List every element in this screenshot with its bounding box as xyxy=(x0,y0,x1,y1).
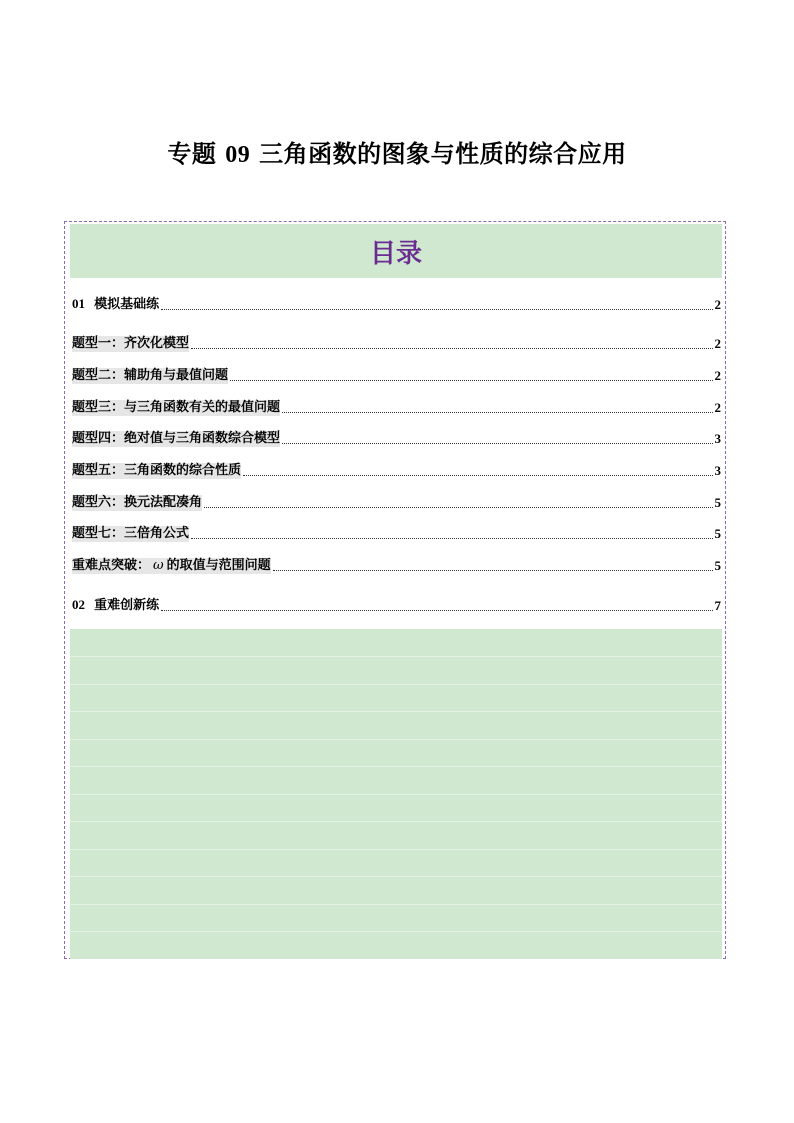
toc-leader-dots xyxy=(191,347,712,349)
divider xyxy=(70,739,722,740)
toc-leader-dots xyxy=(191,537,712,539)
toc-leader-dots xyxy=(161,308,712,310)
toc-entry-label: 题型四：绝对值与三角函数综合模型 xyxy=(72,431,281,446)
toc-page-number: 5 xyxy=(714,495,721,510)
toc-entry-type-5[interactable] xyxy=(72,461,721,479)
divider xyxy=(70,849,722,850)
toc-box xyxy=(64,221,726,959)
toc-entry-type-2[interactable] xyxy=(72,366,721,384)
toc-page-number: 7 xyxy=(714,598,721,613)
toc-page-number: 2 xyxy=(714,297,721,312)
toc-entry-02[interactable] xyxy=(72,596,721,614)
divider xyxy=(70,794,722,795)
divider xyxy=(70,821,722,822)
toc-entry-label: 题型五：三角函数的综合性质 xyxy=(72,463,242,478)
toc-entry-type-4[interactable] xyxy=(72,429,721,447)
toc-entry-label: 重难点突破： ω 的取值与范围问题 xyxy=(72,558,271,573)
toc-entry-label: 02 重难创新练 xyxy=(72,597,160,613)
divider xyxy=(70,656,722,657)
omega-symbol: ω xyxy=(153,558,164,573)
toc-page-number: 5 xyxy=(714,526,721,541)
toc-page-number: 2 xyxy=(714,336,721,351)
toc-entry-type-1[interactable] xyxy=(72,334,721,352)
toc-header-text: 目录 xyxy=(369,238,422,269)
toc-leader-dots xyxy=(204,506,712,508)
divider xyxy=(70,931,722,932)
title-text: 三角函数的图象与性质的综合应用 xyxy=(259,140,627,168)
toc-entry-label: 题型二：辅助角与最值问题 xyxy=(72,368,229,383)
toc-leader-dots xyxy=(243,474,712,476)
toc-entry-label: 题型一：齐次化模型 xyxy=(72,336,190,351)
toc-page-number: 5 xyxy=(714,558,721,573)
toc-entry-label: 题型六：换元法配凑角 xyxy=(72,495,203,510)
toc-entry-key-difficulty[interactable] xyxy=(72,556,721,574)
title-prefix: 专题 xyxy=(167,140,217,168)
toc-entry-type-3[interactable] xyxy=(72,398,721,416)
toc-green-area xyxy=(70,629,722,959)
toc-entry-label: 题型七：三倍角公式 xyxy=(72,526,190,541)
toc-leader-dots xyxy=(273,569,713,571)
divider xyxy=(70,904,722,905)
toc-page-number: 2 xyxy=(714,368,721,383)
title-number: 09 xyxy=(225,142,251,168)
toc-entry-type-7[interactable] xyxy=(72,524,721,542)
divider xyxy=(70,766,722,767)
toc-leader-dots xyxy=(282,411,712,413)
toc-leader-dots xyxy=(161,609,712,611)
toc-leader-dots xyxy=(282,442,712,444)
toc-page-number: 2 xyxy=(714,400,721,415)
divider xyxy=(70,876,722,877)
toc-page-number: 3 xyxy=(714,431,721,446)
divider xyxy=(70,711,722,712)
toc-header xyxy=(70,224,722,278)
divider xyxy=(70,684,722,685)
toc-entry-label: 01 模拟基础练 xyxy=(72,296,160,312)
page-title xyxy=(0,134,794,169)
toc-page-number: 3 xyxy=(714,463,721,478)
toc-entry-type-6[interactable] xyxy=(72,493,721,511)
toc-leader-dots xyxy=(230,379,712,381)
toc-entry-label: 题型三：与三角函数有关的最值问题 xyxy=(72,400,281,415)
toc-entry-01[interactable] xyxy=(72,295,721,313)
